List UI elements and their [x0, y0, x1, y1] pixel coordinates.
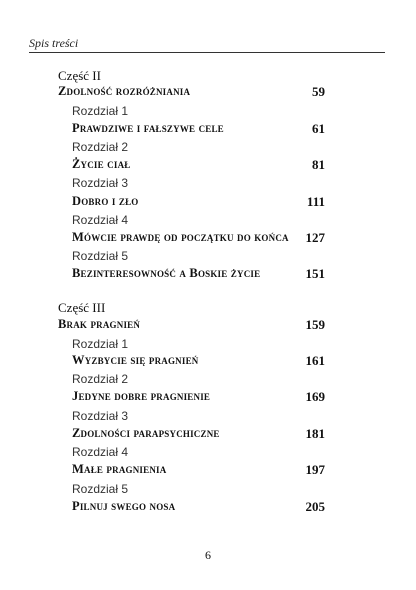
toc-entry-chapter — [0, 121, 416, 139]
chapter-title: Mówcie prawdę od początku do końca — [72, 230, 289, 244]
toc-entry-chapter — [0, 353, 416, 371]
toc-entry-chapter — [0, 194, 416, 212]
chapter-label: Rozdział 1 — [72, 337, 129, 351]
chapter-heading — [0, 176, 416, 194]
toc-entry-chapter — [0, 157, 416, 175]
page-ref: 181 — [305, 426, 325, 441]
chapter-heading — [0, 249, 416, 267]
toc-entry-chapter — [0, 266, 416, 284]
chapter-label: Rozdział 4 — [72, 445, 129, 459]
chapter-title: Pilnuj swego nosa — [72, 499, 176, 513]
page-number: 6 — [205, 548, 211, 562]
toc-entry-chapter — [0, 426, 416, 444]
chapter-heading — [0, 104, 416, 122]
chapter-heading — [0, 482, 416, 500]
part-label: Część III — [58, 300, 106, 315]
chapter-label: Rozdział 3 — [72, 409, 129, 423]
chapter-title: Wyzbycie się pragnień — [72, 353, 199, 367]
part-heading — [0, 300, 416, 318]
running-head: Spis treści — [29, 36, 79, 50]
chapter-title: Życie ciał — [72, 157, 131, 171]
chapter-heading — [0, 213, 416, 231]
chapter-title: Prawdziwe i fałszywe cele — [72, 121, 224, 135]
chapter-label: Rozdział 5 — [72, 482, 129, 496]
chapter-heading — [0, 445, 416, 463]
chapter-label: Rozdział 2 — [72, 140, 129, 154]
page-ref: 111 — [306, 194, 325, 209]
page-ref: 127 — [305, 230, 325, 245]
chapter-heading — [0, 140, 416, 158]
page-ref: 161 — [305, 353, 325, 368]
page-ref: 61 — [312, 121, 325, 136]
part-title: Brak pragnień — [58, 317, 141, 331]
toc-entry-chapter — [0, 499, 416, 517]
page-ref: 81 — [312, 157, 325, 172]
chapter-label: Rozdział 5 — [72, 249, 129, 263]
part-title: Zdolność rozróżniania — [58, 84, 191, 98]
toc-entry-chapter — [0, 462, 416, 480]
chapter-heading — [0, 372, 416, 390]
header-rule — [29, 52, 385, 53]
page-ref: 169 — [305, 389, 325, 404]
page-ref: 205 — [305, 499, 325, 514]
chapter-title: Dobro i zło — [72, 194, 139, 208]
chapter-label: Rozdział 2 — [72, 372, 129, 386]
page-ref: 151 — [305, 266, 325, 281]
chapter-title: Jedyne dobre pragnienie — [72, 389, 211, 403]
chapter-title: Zdolności parapsychiczne — [72, 426, 220, 440]
chapter-label: Rozdział 3 — [72, 176, 129, 190]
part-label: Część II — [58, 68, 101, 83]
chapter-label: Rozdział 4 — [72, 213, 129, 227]
chapter-title: Bezinteresowność a Boskie życie — [72, 266, 261, 280]
chapter-label: Rozdział 1 — [72, 104, 129, 118]
page-ref: 197 — [305, 462, 325, 477]
toc-entry-part — [0, 317, 416, 335]
page-ref: 159 — [305, 317, 325, 332]
page-ref: 59 — [312, 84, 325, 99]
toc-entry-chapter — [0, 230, 416, 248]
toc-entry-chapter — [0, 389, 416, 407]
chapter-heading — [0, 409, 416, 427]
toc-entry-part — [0, 84, 416, 102]
chapter-title: Małe pragnienia — [72, 462, 167, 476]
